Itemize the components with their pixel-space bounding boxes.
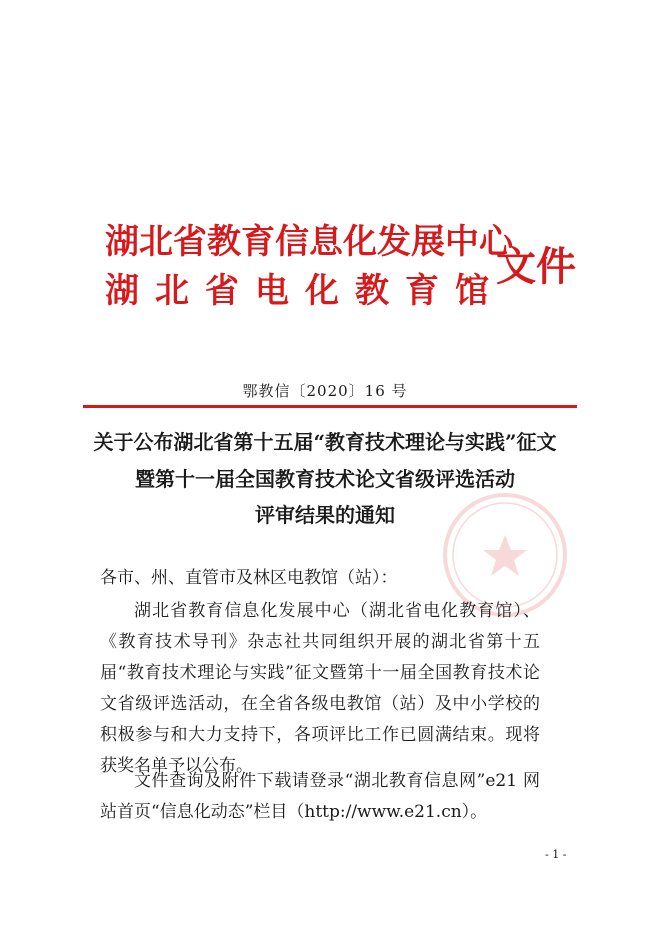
- notice-title-line-1: 关于公布湖北省第十五届“教育技术理论与实践”征文: [93, 430, 557, 454]
- body-paragraph-1: 湖北省教育信息化发展中心（湖北省电化教育馆）、《教育技术导刊》杂志社共同组织开展的湖北省第十五届“教育技术理论与实践”征文暨第十一届全国教育技术论文省级评选活动，在全省各级电教馆（站）及中小学校的积极参与和大力支持下，各项评比工作已圆满结束。现将获奖名单予以公布。: [100, 601, 540, 776]
- issuer-name-2: 湖北省电化教育馆: [105, 271, 505, 311]
- document-number: 鄂教信〔2020〕16 号: [242, 382, 408, 400]
- red-divider: [83, 405, 577, 408]
- notice-title-line-2: 暨第十一届全国教育技术论文省级评选活动: [135, 467, 515, 491]
- notice-title-line-3: 评审结果的通知: [255, 503, 395, 527]
- document-type-label: 文件: [496, 244, 576, 290]
- body-paragraph-2: 文件查询及附件下载请登录“湖北教育信息网”e21 网站首页“信息化动态”栏目（http://www.e21.cn）。: [100, 771, 540, 822]
- salutation: 各市、州、直管市及林区电教馆（站）：: [100, 568, 398, 588]
- page-number: - 1 -: [545, 848, 567, 861]
- issuer-name-1: 湖北省教育信息化发展中心: [105, 222, 513, 262]
